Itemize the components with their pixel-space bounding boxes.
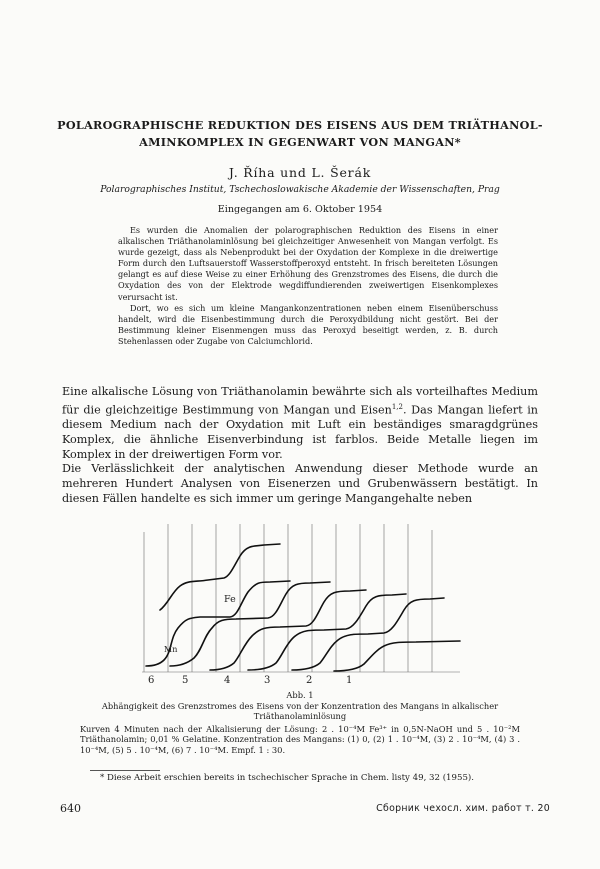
curve-label: 5 (182, 675, 189, 686)
footnote-rule (90, 770, 160, 771)
title-line-1: POLAROGRAPHISCHE REDUKTION DES EISENS AUS DEM TRIÄTHANOL- (57, 118, 543, 132)
body-paragraph-1-text-b: . Das Mangan liefert in diesem Medium nach der Oxydation mit Luft ein beständiges smaragdgrünes Komplex, die ähnliche Eisenverbindung ist farblos. Beide Metalle liegen im Komplex in der dreiwertigen Form vor. (62, 403, 539, 461)
polarogram-curves (146, 544, 460, 671)
figure-caption (80, 690, 520, 756)
curve-label: 3 (264, 675, 271, 686)
body-paragraph-1-text-a: Eine alkalische Lösung von Triäthanolamin bewährte sich als vorteilhaftes Medium für die gleichzeitige Bestimmung von Mangan und Eisen (62, 385, 538, 417)
journal-name: Сборник чехосл. хим. работ т. 20 (376, 803, 550, 814)
label-mn: Mn (164, 645, 178, 654)
title-line-2: AMINKOMPLEX IN GEGENWART VON MANGAN* (139, 135, 461, 149)
curve-5 (170, 582, 330, 666)
received-date: Eingegangen am 6. Oktober 1954 (217, 204, 383, 215)
curve-1 (334, 641, 460, 671)
curve-number-labels (148, 675, 352, 686)
figure-label: Abb. 1 (286, 690, 314, 700)
figure-grid (142, 524, 460, 672)
curve-label: 2 (306, 675, 313, 686)
authors: J. Říha und L. Šerák (228, 165, 372, 180)
curve-label: 1 (346, 675, 353, 686)
label-fe: Fe (224, 594, 236, 605)
curve-label: 6 (148, 675, 155, 686)
abstract (118, 225, 498, 347)
curve-label: 4 (224, 675, 231, 686)
curve-3 (248, 594, 406, 670)
footnote: * Diese Arbeit erschien bereits in tschechischer Sprache in Chem. listy 49, 32 (1955). (100, 773, 475, 783)
paper-title (48, 117, 552, 151)
abstract-paragraph-1: Es wurden die Anomalien der polarographischen Reduktion des Eisens in einer alkalischen Triäthanolaminlösung bei gleichzeitiger Anwesenheit von Mangan verfolgt. Es wurde gezeigt, dass als Nebenprodukt bei der Oxydation der Komplexe in die dreiwertige Form durch den Luftsauerstoff Wasserstoffperoxyd entsteht. In frisch bereiteten Lösungen gelangt es auf diese Weise zu einer Erhöhung des Grenzstromes des Eisens, die durch die Oxydation des von der Elektrode wegdiffundierenden zweiwertigen Eisenkomplexes verursacht ist. (118, 225, 498, 302)
body-paragraph-1 (62, 385, 538, 462)
main-text (62, 385, 538, 506)
abstract-paragraph-2: Dort, wo es sich um kleine Mangankonzentrationen neben einem Eisenüberschuss handelt, wird die Eisenbestimmung durch die Peroxydbildung nicht gestört. Bei der Bestimmung kleiner Eisenmengen muss das Peroxyd beseitigt werden, z. B. durch Stehenlassen oder Zugabe von Calciumchlorid. (118, 302, 498, 346)
figure-description: Abhängigkeit des Grenzstromes des Eisens von der Konzentration des Mangans in alkalischer Triäthanolaminlösung (101, 700, 499, 722)
curve-fe-upper (160, 544, 280, 610)
body-paragraph-2: Die Verlässlichkeit der analytischen Anwendung dieser Methode wurde an mehreren Hundert Analysen von Eisenerzen und Grubenwässern bestätigt. In diesen Fällen handelte es sich immer um geringe Mangangehalte neben (62, 462, 538, 505)
page-number: 640 (60, 802, 81, 815)
affiliation: Polarographisches Institut, Tschechoslowakische Akademie der Wissenschaften, Prag (100, 184, 500, 195)
figure-detail: Kurven 4 Minuten nach der Alkalisierung der Lösung: 2 . 10⁻⁴M Fe³⁺ in 0,5N-NaOH und 5 . 10⁻²M Triäthanolamin; 0,01 % Gelatine. Konzentration des Mangans: (1) 0, (2) 1 . 10⁻⁴M, (3) 2 . 10⁻⁴M, (4) 3 . 10⁻⁴M, (5) 5 . 10⁻⁴M, (6) 7 . 10⁻⁴M. Empf. 1 : 30. (80, 723, 520, 755)
reference-marker: 1,2 (391, 402, 403, 411)
polarogram-figure (120, 520, 480, 690)
